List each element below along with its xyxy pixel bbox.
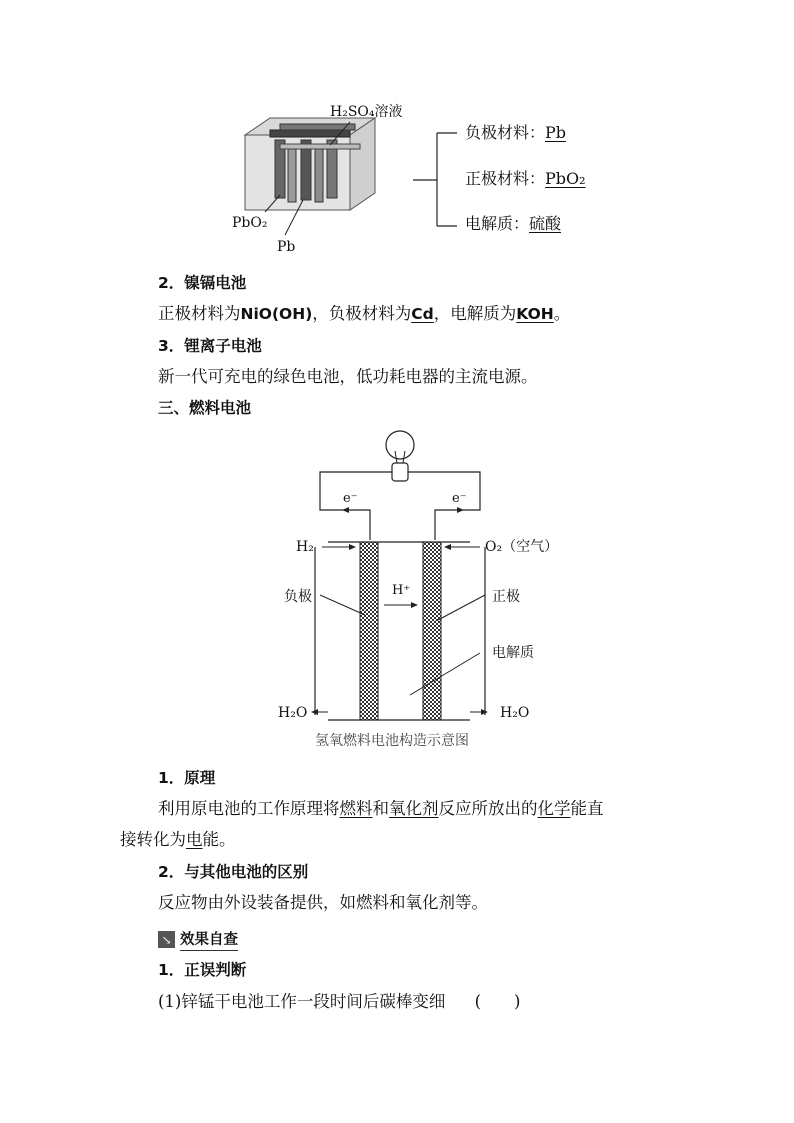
fuel-cell-drawing: [270, 425, 590, 755]
principle-oxidant: 氧化剂: [389, 799, 439, 818]
hydrogen-ion-label: H⁺: [392, 583, 411, 598]
principle-line-1: 利用原电池的工作原理将燃料和氧化剂反应所放出的化学能直: [158, 799, 604, 818]
pbo2-label: PbO₂: [232, 215, 268, 231]
self-check-badge: [158, 928, 238, 951]
electrolyte-value: 硫酸: [529, 214, 562, 233]
liion-text: 新一代可充电的绿色电池，低功耗电器的主流电源。: [158, 367, 538, 386]
liion-heading: 3．锂离子电池: [158, 337, 262, 355]
electrolyte-row: 电解质：硫酸: [465, 214, 562, 233]
fuel-cell-heading: 三、燃料电池: [158, 399, 252, 417]
principle-line-2: 接转化为电能。: [120, 830, 236, 849]
nicd-text: 正极材料为NiO(OH)，负极材料为Cd，电解质为KOH。: [158, 304, 571, 323]
nicd-electrolyte: KOH: [516, 305, 554, 323]
nicd-heading: 2．镍镉电池: [158, 274, 247, 292]
self-check-label: 效果自查: [180, 928, 238, 951]
principle-chemical: 化学: [537, 799, 571, 818]
h2-input-label: H₂: [296, 539, 314, 555]
negative-material-row: 负极材料：Pb: [465, 123, 567, 142]
negative-electrode-label: 负极: [284, 589, 312, 605]
lead-acid-battery-figure: [225, 100, 625, 260]
positive-electrode-label: 正极: [492, 589, 520, 605]
electron-left-label: e⁻: [343, 491, 358, 506]
nicd-negative: Cd: [411, 305, 434, 323]
principle-heading: 1．原理: [158, 769, 216, 787]
principle-fuel: 燃料: [339, 799, 373, 818]
electron-right-label: e⁻: [452, 491, 467, 506]
fuel-cell-figure: [270, 425, 590, 755]
h2so4-label: H₂SO₄溶液: [330, 104, 403, 120]
electrolyte-label: 电解质: [492, 645, 534, 661]
answer-blank[interactable]: ( ): [474, 992, 521, 1011]
quiz-question-1: (1)锌锰干电池工作一段时间后碳棒变细 ( ): [158, 992, 521, 1011]
water-right-label: H₂O: [500, 705, 530, 721]
difference-heading: 2．与其他电池的区别: [158, 863, 309, 881]
o2-input-label: O₂（空气）: [485, 539, 559, 555]
quiz-heading: 1．正误判断: [158, 961, 247, 979]
positive-material-row: 正极材料：PbO₂: [465, 169, 586, 188]
nicd-positive: NiO(OH): [240, 305, 313, 323]
negative-material-value: Pb: [545, 123, 567, 142]
positive-material-value: PbO₂: [545, 169, 586, 188]
principle-electric: 电: [186, 830, 203, 849]
arrow-icon: ↘: [158, 931, 175, 948]
pb-label: Pb: [277, 239, 296, 255]
fuel-cell-caption: 氢氧燃料电池构造示意图: [315, 733, 469, 749]
water-left-label: H₂O: [278, 705, 308, 721]
difference-text: 反应物由外设装备提供，如燃料和氧化剂等。: [158, 893, 488, 912]
